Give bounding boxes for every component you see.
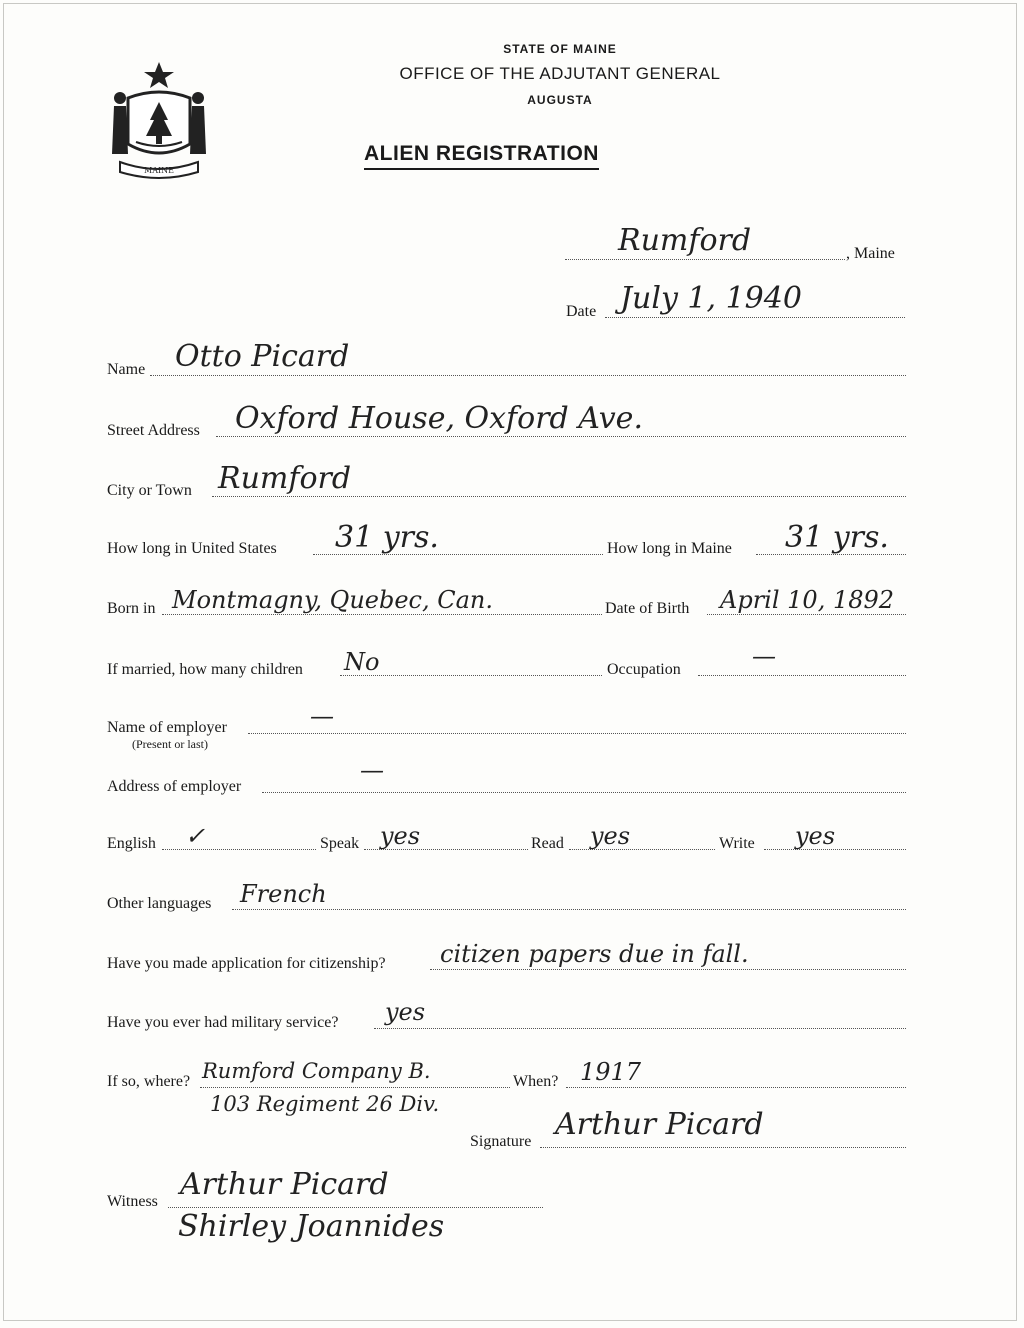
where-value-line2: 103 Regiment 26 Div.: [210, 1092, 440, 1116]
signature-label: Signature: [470, 1133, 532, 1150]
header-state: STATE OF MAINE: [503, 42, 617, 56]
born-value: Montmagny, Quebec, Can.: [172, 586, 493, 614]
maine-suffix-label: , Maine: [846, 245, 895, 262]
us-duration-label: How long in United States: [107, 540, 277, 557]
town-value: Rumford: [618, 223, 752, 258]
occupation-label: Occupation: [607, 661, 681, 678]
speak-value: yes: [380, 822, 421, 850]
city-label: City or Town: [107, 482, 192, 499]
date-value: July 1, 1940: [620, 281, 802, 316]
other-languages-value: French: [240, 880, 327, 908]
occupation-value: —: [752, 642, 776, 670]
employer-sublabel: (Present or last): [132, 737, 208, 751]
born-line: [162, 614, 602, 615]
english-label: English: [107, 835, 156, 852]
signature-line: [540, 1147, 906, 1148]
military-label: Have you ever had military service?: [107, 1014, 339, 1031]
where-label: If so, where?: [107, 1073, 191, 1090]
employer-line: [248, 733, 906, 734]
witness-value-1: Arthur Picard: [180, 1167, 389, 1202]
city-value: Rumford: [218, 461, 352, 496]
occupation-line: [698, 675, 906, 676]
employer-address-line: [262, 792, 906, 793]
signature-value: Arthur Picard: [555, 1107, 764, 1142]
citizenship-line: [430, 969, 906, 970]
employer-address-value: —: [360, 756, 384, 784]
maine-duration-label: How long in Maine: [607, 540, 732, 557]
employer-value: —: [310, 702, 334, 730]
dob-line: [707, 614, 906, 615]
other-languages-label: Other languages: [107, 895, 212, 912]
name-line: [150, 375, 906, 376]
write-value: yes: [795, 822, 836, 850]
employer-address-label: Address of employer: [107, 778, 242, 795]
when-value: 1917: [580, 1058, 642, 1086]
name-label: Name: [107, 361, 146, 378]
town-line: [565, 259, 845, 260]
citizenship-value: citizen papers due in fall.: [440, 940, 749, 968]
where-line: [200, 1087, 510, 1088]
speak-label: Speak: [320, 835, 360, 852]
english-value: ✓: [185, 822, 206, 850]
header-city: AUGUSTA: [527, 93, 593, 107]
witness-value-2: Shirley Joannides: [178, 1209, 445, 1244]
children-label: If married, how many children: [107, 661, 303, 678]
us-duration-value: 31 yrs.: [335, 520, 439, 555]
city-line: [212, 496, 906, 497]
children-line: [340, 675, 602, 676]
witness-label: Witness: [107, 1193, 158, 1210]
employer-label: Name of employer: [107, 719, 227, 736]
date-label: Date: [566, 303, 597, 320]
street-line: [216, 436, 906, 437]
maine-state-seal-icon: [106, 58, 212, 182]
military-line: [374, 1028, 906, 1029]
read-value: yes: [590, 822, 631, 850]
read-label: Read: [531, 835, 564, 852]
street-value: Oxford House, Oxford Ave.: [235, 401, 643, 436]
other-languages-line: [232, 909, 906, 910]
write-label: Write: [719, 835, 755, 852]
when-line: [566, 1087, 906, 1088]
military-value: yes: [385, 998, 426, 1026]
witness-line: [168, 1207, 543, 1208]
header-office: OFFICE OF THE ADJUTANT GENERAL: [399, 64, 721, 83]
born-label: Born in: [107, 600, 156, 617]
children-value: No: [344, 648, 380, 676]
street-label: Street Address: [107, 422, 200, 439]
date-line: [605, 317, 905, 318]
maine-duration-value: 31 yrs.: [785, 520, 889, 555]
form-title: ALIEN REGISTRATION: [364, 142, 599, 170]
dob-value: April 10, 1892: [720, 586, 895, 614]
where-value: Rumford Company B.: [202, 1059, 431, 1083]
when-label: When?: [513, 1073, 559, 1090]
svg-text:MAINE: MAINE: [144, 166, 174, 175]
citizenship-label: Have you made application for citizenship?: [107, 955, 386, 972]
dob-label: Date of Birth: [605, 600, 690, 617]
name-value: Otto Picard: [175, 339, 350, 374]
write-line: [764, 849, 906, 850]
